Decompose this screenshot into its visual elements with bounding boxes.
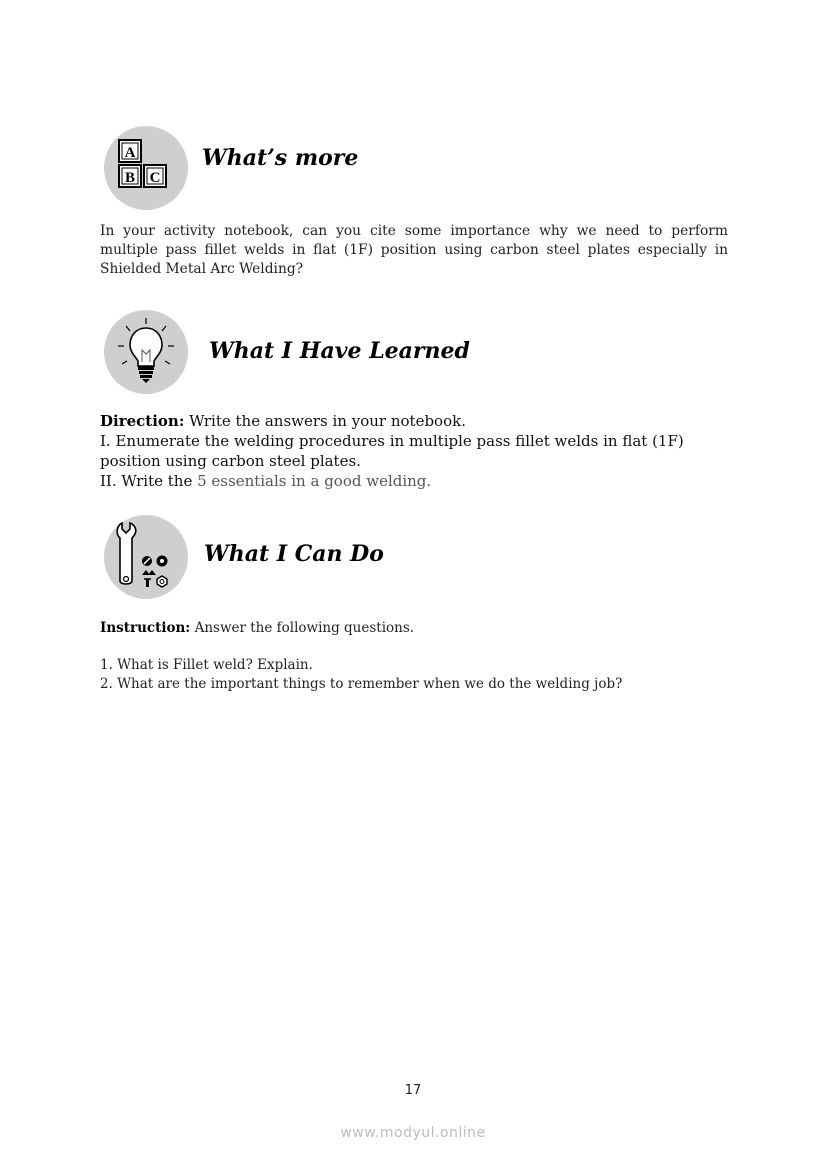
block-letter-a: A <box>124 145 136 161</box>
learned-item-2-rest: 5 essentials in a good welding. <box>197 472 432 490</box>
question-item: 1. What is Fillet weld? Explain. <box>100 657 313 673</box>
what-i-have-learned-body <box>100 411 740 491</box>
watermark: www.modyul.online <box>340 1125 486 1141</box>
learned-item-2-prefix: II. Write the <box>100 472 198 490</box>
whats-more-body: In your activity notebook, can you cite some importance why we need to perform multiple pass fillet welds in flat (1F) position using carbon steel plates especially in Shielded Metal Arc Welding? <box>100 223 728 277</box>
abc-blocks-icon <box>104 126 188 210</box>
direction-line <box>100 411 740 431</box>
instruction-line <box>100 619 740 638</box>
question-list <box>100 656 740 694</box>
question-item: 2. What are the important things to remember when we do the welding job? <box>100 676 623 692</box>
direction-label: Direction: <box>100 412 185 430</box>
direction-text: Write the answers in your notebook. <box>184 412 466 430</box>
block-letter-b: B <box>124 170 136 186</box>
section-title-what-i-have-learned: What I Have Learned <box>209 338 470 364</box>
learned-item-1-line-1: I. Enumerate the welding procedures in multiple pass fillet welds in flat (1F) <box>100 432 684 450</box>
learned-item-2 <box>100 471 740 491</box>
block-letter-c: C <box>149 170 161 186</box>
section-title-what-i-can-do: What I Can Do <box>204 541 384 567</box>
wrench-tools-icon <box>104 515 188 599</box>
learned-item-1-line-2: position using carbon steel plates. <box>100 452 361 470</box>
instruction-text: Answer the following questions. <box>190 620 415 636</box>
light-bulb-icon <box>104 310 188 394</box>
instruction-label: Instruction: <box>100 620 191 636</box>
section-title-whats-more: What’s more <box>202 145 359 171</box>
page-number: 17 <box>404 1083 422 1098</box>
